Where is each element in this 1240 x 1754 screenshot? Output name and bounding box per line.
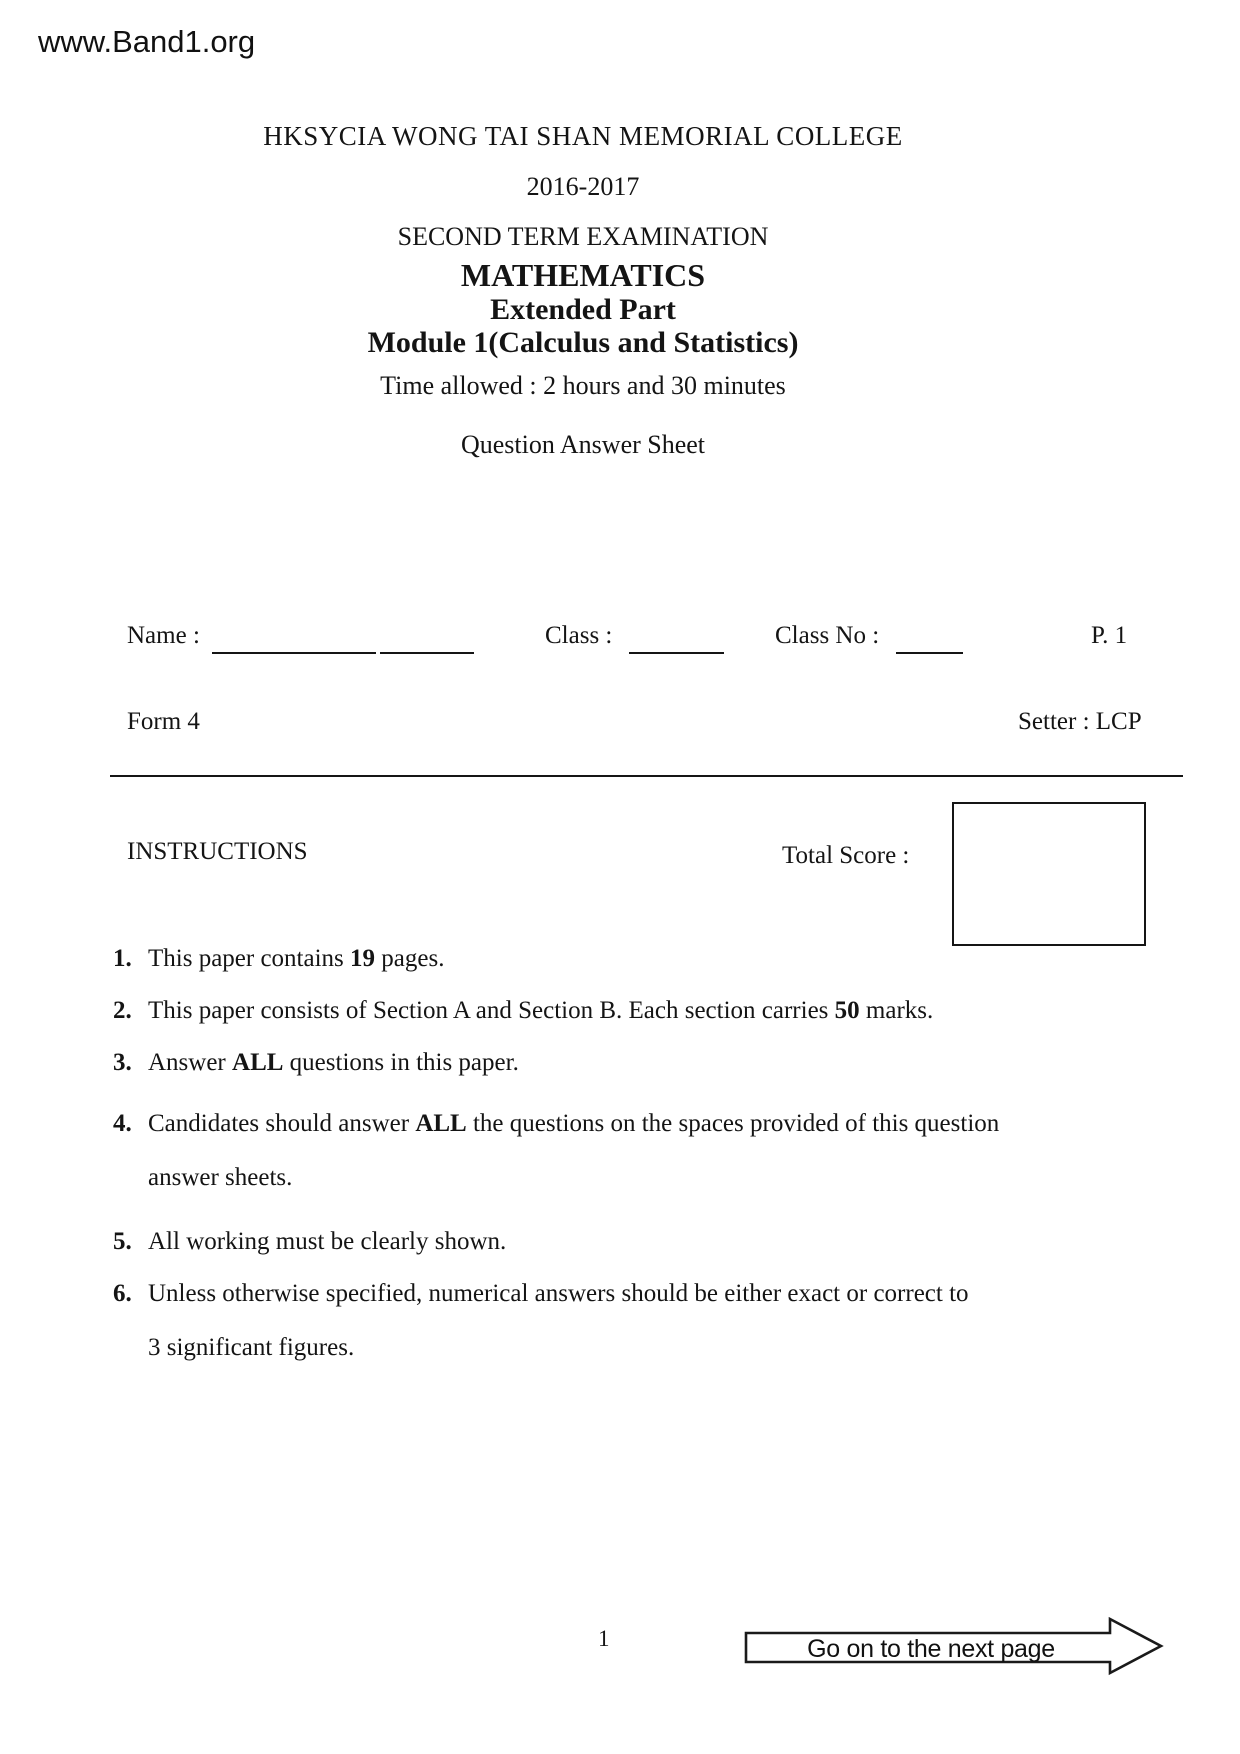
instruction-item-1	[113, 945, 444, 973]
instruction-text: This paper contains 19 pages.	[148, 945, 445, 972]
class-label: Class :	[545, 622, 613, 649]
page-number: 1	[598, 1626, 610, 1651]
instruction-number: 4.	[113, 1110, 132, 1137]
next-page-arrow	[743, 1616, 1173, 1678]
instruction-item-4	[113, 1110, 999, 1191]
name-blank-line-2	[380, 622, 474, 654]
instruction-number: 6.	[113, 1280, 132, 1307]
instruction-text: Answer ALL questions in this paper.	[148, 1049, 519, 1076]
next-page-label: Go on to the next page	[807, 1635, 1055, 1663]
name-label: Name :	[127, 622, 200, 649]
setter-label: Setter : LCP	[1018, 708, 1142, 735]
name-blank-line	[212, 622, 376, 654]
total-score-box	[952, 802, 1146, 946]
instruction-text: Unless otherwise specified, numerical answers should be either exact or correct to 3 significant figures.	[148, 1280, 969, 1361]
class-no-label: Class No :	[775, 622, 880, 649]
subject-title: MATHEMATICS	[460, 257, 706, 293]
instruction-number: 5.	[113, 1228, 132, 1255]
instruction-number: 3.	[113, 1049, 132, 1076]
instruction-item-2	[113, 997, 933, 1025]
instruction-text: Candidates should answer ALL the questions on the spaces provided of this question answer sheets.	[148, 1110, 1000, 1191]
instruction-text: All working must be clearly shown.	[148, 1228, 507, 1255]
instruction-text: This paper consists of Section A and Section B. Each section carries 50 marks.	[148, 997, 934, 1024]
module-title: Module 1(Calculus and Statistics)	[367, 326, 799, 359]
exam-title: SECOND TERM EXAMINATION	[397, 222, 769, 251]
instructions-heading: INSTRUCTIONS	[127, 838, 308, 865]
instruction-item-3	[113, 1049, 519, 1077]
page-label: P. 1	[1091, 622, 1128, 649]
class-no-blank-line	[896, 622, 963, 654]
instruction-number: 2.	[113, 997, 132, 1024]
form-label: Form 4	[127, 708, 200, 735]
class-blank-line	[629, 622, 724, 654]
watermark: www.Band1.org	[38, 24, 256, 59]
subject-part: Extended Part	[490, 293, 676, 326]
instruction-item-5	[113, 1228, 506, 1256]
instruction-item-6	[113, 1280, 969, 1361]
time-allowed: Time allowed : 2 hours and 30 minutes	[380, 371, 786, 400]
college-name: HKSYCIA WONG TAI SHAN MEMORIAL COLLEGE	[263, 121, 903, 151]
total-score-label: Total Score :	[782, 842, 910, 869]
instruction-number: 1.	[113, 945, 132, 972]
school-year: 2016-2017	[526, 172, 640, 201]
divider-rule	[110, 775, 1183, 777]
sheet-title: Question Answer Sheet	[460, 430, 706, 459]
